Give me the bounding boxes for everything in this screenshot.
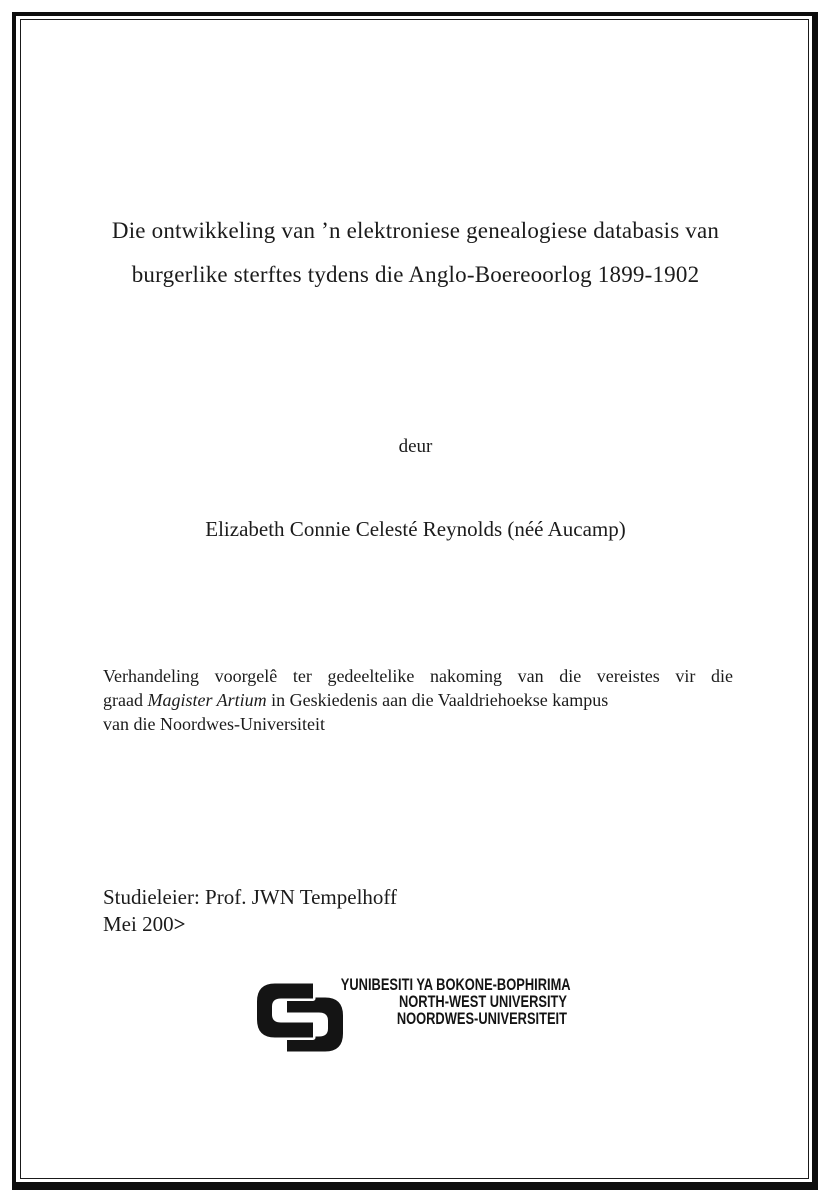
degree-statement-line-3: van die Noordwes-Universiteit (103, 714, 325, 734)
supervisor-block (103, 884, 397, 938)
logo-text-setswana: YUNIBESITI YA BOKONE-BOPHIRIMA (340, 976, 571, 994)
logo-text-english: NORTH-WEST UNIVERSITY (398, 993, 567, 1011)
thesis-title (60, 209, 771, 297)
degree-statement-line-1: Verhandeling voorgelê ter gedeeltelike nakoming van die vereistes vir die (103, 666, 733, 686)
author-name: Elizabeth Connie Celesté Reynolds (néé Aucamp) (205, 517, 626, 541)
page-border-outer (12, 12, 818, 1190)
date-text: Mei 200 (103, 912, 174, 936)
thesis-title-line-1: Die ontwikkeling van ’n elektroniese genealogiese databasis van (111, 218, 720, 243)
nwu-logo-mark-icon (255, 981, 345, 1054)
university-logo-text (340, 976, 571, 1028)
date-line (103, 911, 397, 938)
degree-statement-line-2 (103, 688, 733, 712)
degree-name-italic: Magister Artium (147, 690, 267, 710)
logo-text-afrikaans: NOORDWES-UNIVERSITEIT (396, 1010, 567, 1028)
byline-deur: deur (398, 436, 433, 457)
degree-statement-line-2-end: in Geskiedenis aan die Vaaldriehoekse kampus (266, 690, 609, 710)
thesis-title-line-2: burgerlike sterftes tydens die Anglo-Boereoorlog 1899-1902 (131, 262, 700, 287)
degree-statement (103, 664, 733, 736)
degree-statement-line-2-start: graad (103, 690, 148, 710)
page-border-inner (20, 19, 809, 1179)
date-glyph: > (173, 912, 185, 936)
supervisor-line: Studieleier: Prof. JWN Tempelhoff (103, 885, 398, 909)
